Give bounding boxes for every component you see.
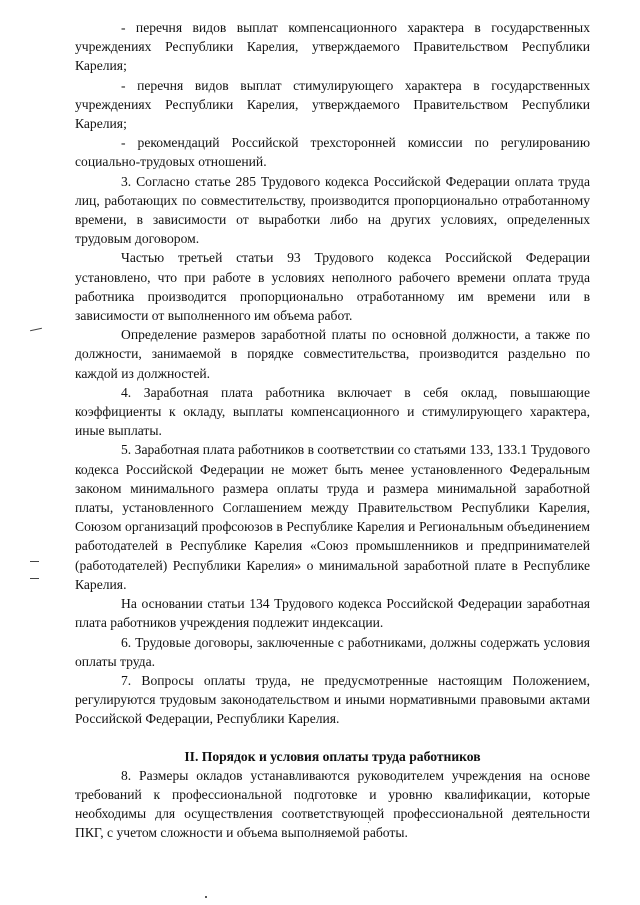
list-item-compensation-payments: - перечня видов выплат компенсационного характера в государственных учреждениях Республики Карелия, утверждаемого Правительством Республики Карелия; [75,20,590,74]
paragraph-4-salary-components: 4. Заработная плата работника включает в себя оклад, повышающие коэффициенты к окладу, выплаты компенсационного и стимулирующего характера, иные выплаты. [75,384,590,439]
paragraph-article-134-indexation: На основании статьи 134 Трудового кодекса Российской Федерации заработная плата работников учреждения подлежит индексации. [75,596,590,631]
paragraph-article-93: Частью третьей статьи 93 Трудового кодекса Российской Федерации установлено, что при работе в условиях неполного рабочего времени оплата труда работника производится пропорционально отработанному им времени или в зависимости от выполненного им объема работ. [75,250,590,324]
scan-mark [30,561,39,562]
section-heading: II. Порядок и условия оплаты труда работников [184,748,481,764]
paragraph-7-other-questions: 7. Вопросы оплаты труда, не предусмотренные настоящим Положением, регулируются трудовым законодательством и иными нормативными правовыми актами Российской Федерации, Республики Карелия. [75,672,590,727]
scan-dot [205,896,207,898]
paragraph-8-salary-levels: 8. Размеры окладов устанавливаются руководителем учреждения на основе требований к профессиональной подготовке и уровню квалификации, которые необходимы для осуществления соответствующей профессиональной деятельности ПКГ, с учетом сложности и объема выполняемой работы. [75,767,590,841]
paragraph-6-labor-contracts: 6. Трудовые договоры, заключенные с работниками, должны содержать условия оплаты труда. [75,634,590,669]
scan-mark [30,578,39,579]
document-page [75,18,590,843]
paragraph-3-part-time: 3. Согласно статье 285 Трудового кодекса Российской Федерации оплата труда лиц, работающих по совместительству, производится пропорционально отработанному времени, в зависимости от выработки либо на других условиях, определенных трудовым договором. [75,173,590,247]
list-item-commission-recommendations: - рекомендаций Российской трехсторонней комиссии по регулированию социально-трудовых отношений. [75,135,590,170]
scan-mark [30,328,42,331]
list-item-incentive-payments: - перечня видов выплат стимулирующего характера в государственных учреждениях Республики Карелия, утверждаемого Правительством Республики Карелия; [75,77,590,132]
paragraph-salary-determination: Определение размеров заработной платы по основной должности, а также по должности, занимаемой в порядке совместительства, производится раздельно по каждой из должностей. [75,327,590,381]
scan-dot [368,822,369,823]
paragraph-5-minimum-wage: 5. Заработная плата работников в соответствии со статьями 133, 133.1 Трудового кодекса Российской Федерации не может быть менее установленного Федеральным законом минимального размера оплаты труда и размера минимальной заработной платы, установленного Соглашением между Правительством Республики Карелия, Союзом организаций профсоюзов в Республике Карелия и Региональным объединением работодателей в Республике Карелия «Союз промышленников и предпринимателей (работодателей) Республики Карелия» о минимальной заработной плате в Республике Карелия. [75,442,590,592]
